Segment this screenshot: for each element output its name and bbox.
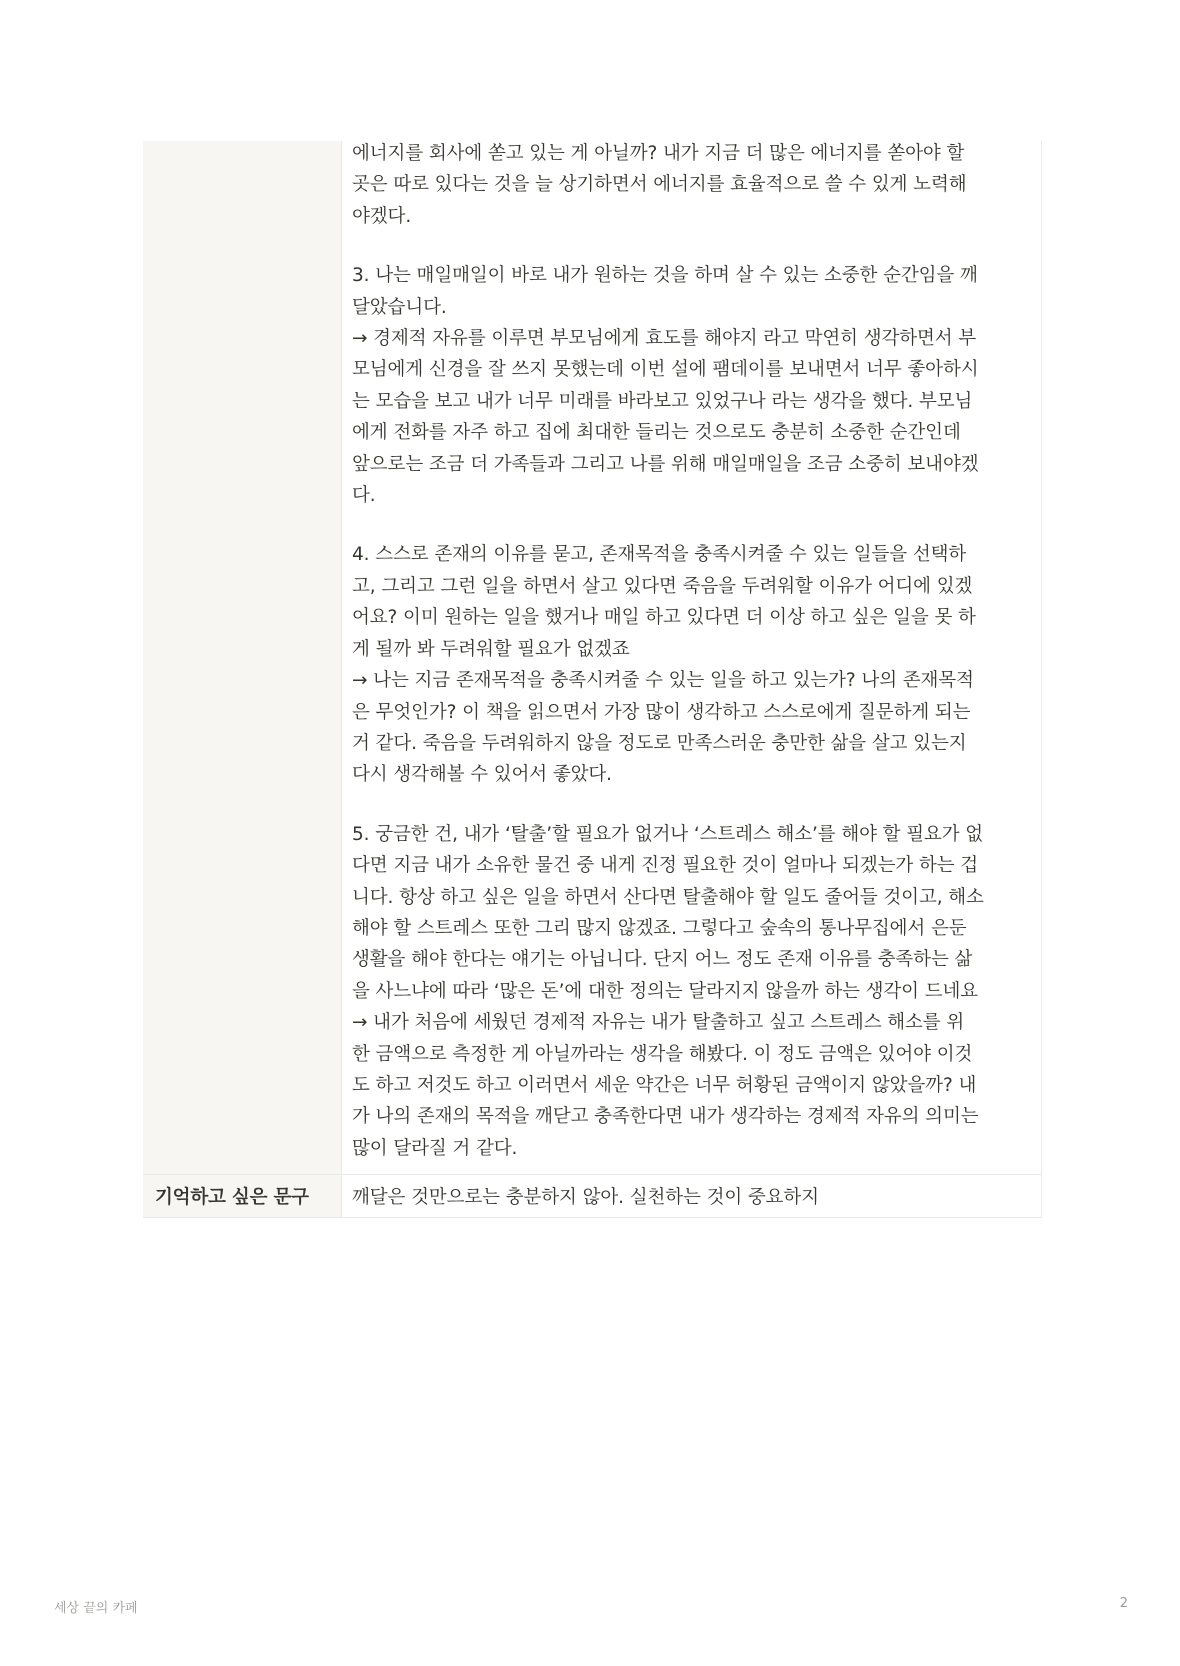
reading-notes-table	[143, 141, 1042, 1218]
reflection-paragraph: 3. 나는 매일매일이 바로 내가 원하는 것을 하며 살 수 있는 소중한 순간임을 깨 달았습니다. → 경제적 자유를 이루면 부모님에게 효도를 해야지 라고 막연히 생각하면서 부 모님에게 신경을 잘 쓰지 못했는데 이번 설에 팸데이를 보내면서 너무 좋아하시 는 모습을 보고 내가 너무 미래를 바라보고 있었구나 라는 생각을 했다. 부모님 에게 전화를 자주 하고 집에 최대한 들리는 것으로도 충분히 소중한 순간인데 앞으로는 조금 더 가족들과 그리고 나를 위해 매일매일을 조금 소중히 보내야겠 다.	[352, 265, 979, 507]
footer-title: 세상 끝의 카페	[54, 1601, 138, 1616]
reflection-paragraph: 4. 스스로 존재의 이유를 묻고, 존재목적을 충족시켜줄 수 있는 일들을 선택하 고, 그리고 그런 일을 하면서 살고 있다면 죽음을 두려워할 이유가 어디에 있겠 어요? 이미 원하는 일을 했거나 매일 하고 있다면 더 이상 하고 싶은 일을 못 하 게 될까 봐 두려워할 필요가 없겠죠 → 나는 지금 존재목적을 충족시켜줄 수 있는 일을 하고 있는가? 나의 존재목적 은 무엇인가? 이 책을 읽으면서 가장 많이 생각하고 스스로에게 질문하게 되는 거 같다. 죽음을 두려워하지 않을 정도로 만족스러운 충만한 삶을 살고 있는지 다시 생각해볼 수 있어서 좋았다.	[352, 544, 976, 786]
quote-text: 깨달은 것만으로는 충분하지 않아. 실천하는 것이 중요하지	[342, 1175, 1042, 1218]
reflection-paragraph: 5. 궁금한 건, 내가 ‘탈출’할 필요가 없거나 ‘스트레스 해소’를 해야 할 필요가 없 다면 지금 내가 소유한 물건 중 내게 진정 필요한 것이 얼마나 되겠는가 하는 겁 니다. 항상 하고 싶은 일을 하면서 산다면 탈출해야 할 일도 줄어들 것이고, 해소 해야 할 스트레스 또한 그리 많지 않겠죠. 그렇다고 숲속의 통나무집에서 은둔 생활을 해야 한다는 얘기는 아닙니다. 단지 어느 정도 존재 이유를 충족하는 삶 을 사느냐에 따라 ‘많은 돈’에 대한 정의는 달라지지 않을까 하는 생각이 드네요 → 내가 처음에 세웠던 경제적 자유는 내가 탈출하고 싶고 스트레스 해소를 위 한 금액으로 측정한 게 아닐까라는 생각을 해봤다. 이 정도 금액은 있어야 이것 도 하고 저것도 하고 이러면서 세운 약간은 너무 허황된 금액이지 않았을까? 내 가 나의 존재의 목적을 깨닫고 충족한다면 내가 생각하는 경제적 자유의 의미는 많이 달라질 거 같다.	[352, 823, 984, 1159]
reflection-paragraph: 에너지를 회사에 쏟고 있는 게 아닐까? 내가 지금 더 많은 에너지를 쏟아야 할 곳은 따로 있다는 것을 늘 상기하면서 에너지를 효율적으로 쓸 수 있게 노력해 야겠다.	[352, 143, 967, 227]
quote-label: 기억하고 싶은 문구	[143, 1175, 342, 1218]
table-row	[143, 141, 1042, 1175]
row-content-cell	[342, 141, 1042, 1175]
page-number: 2	[1119, 1596, 1128, 1611]
table-row	[143, 1175, 1042, 1218]
row-label-cell	[143, 141, 342, 1175]
